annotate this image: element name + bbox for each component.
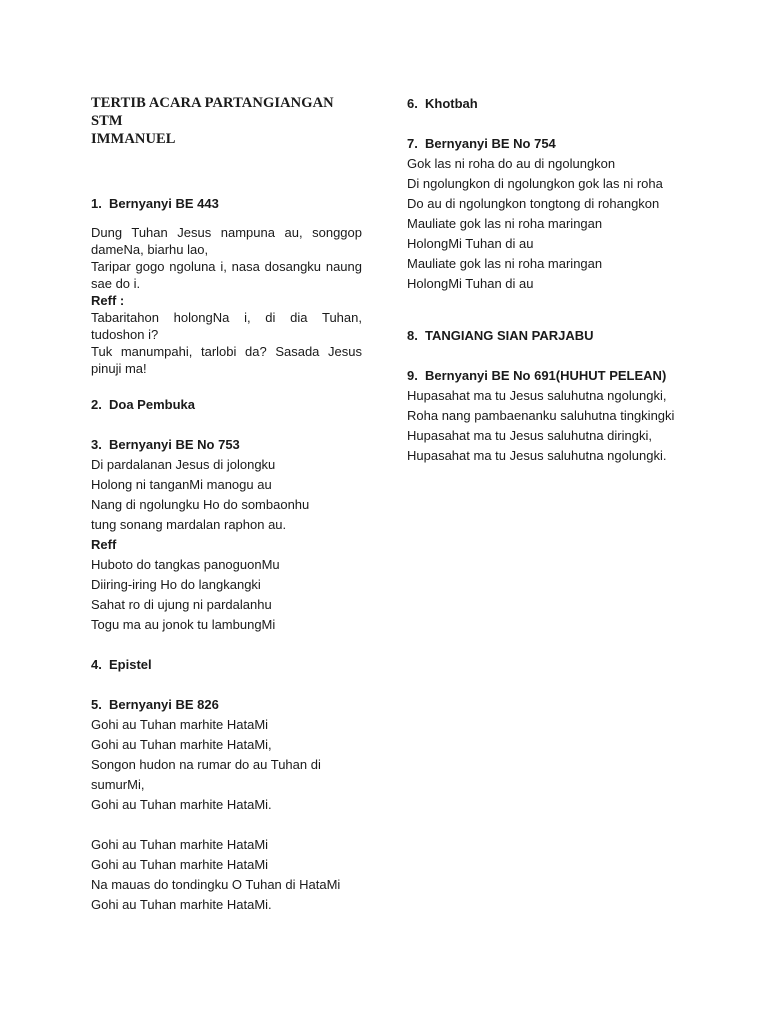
section-heading: 5. Bernyanyi BE 826: [91, 697, 219, 712]
section-3: [91, 435, 362, 635]
lyric-line: Gohi au Tuhan marhite HataMi: [91, 717, 269, 732]
lyric-line: Huboto do tangkas panoguonMu: [91, 557, 280, 572]
lyric-line: Di ngolungkon di ngolungkon gok las ni roha: [407, 176, 663, 191]
lyric-line: Hupasahat ma tu Jesus saluhutna diringki,: [407, 428, 652, 443]
lyric-line: sumurMi,: [91, 777, 145, 792]
section-4: [91, 655, 362, 675]
section-8: [407, 326, 707, 346]
section-heading: 1. Bernyanyi BE 443: [91, 196, 219, 211]
lyric-line: Gohi au Tuhan marhite HataMi: [91, 837, 269, 852]
lyric-line: Roha nang pambaenanku saluhutna tingkingki: [407, 408, 675, 423]
lyric-line: Na mauas do tondingku O Tuhan di HataMi: [91, 877, 341, 892]
section-7: [407, 134, 707, 294]
lyric-line: Songon hudon na rumar do au Tuhan di: [91, 757, 321, 772]
section-heading: 7. Bernyanyi BE No 754: [407, 136, 556, 151]
lyric-line: Nang di ngolungku Ho do sombaonhu: [91, 497, 310, 512]
lyric-line: Gohi au Tuhan marhite HataMi: [91, 857, 269, 872]
lyric-line: Mauliate gok las ni roha maringan: [407, 216, 603, 231]
reff-label: Reff :: [91, 293, 125, 308]
lyric-line: Gohi au Tuhan marhite HataMi.: [91, 897, 272, 912]
verse-paragraph: Tabaritahon holongNa i, di dia Tuhan, tudoshon i?: [91, 310, 362, 342]
lyric-line: tung sonang mardalan raphon au.: [91, 517, 287, 532]
lyric-line: Hupasahat ma tu Jesus saluhutna ngolungki.: [407, 448, 667, 463]
lyric-line: HolongMi Tuhan di au: [407, 236, 534, 251]
title-line-1: TERTIB ACARA PARTANGIANGAN STM: [91, 95, 334, 129]
reff-label: Reff: [91, 537, 117, 552]
document-title: [91, 94, 362, 148]
section-9: [407, 366, 707, 466]
lyric-line: Diiring-iring Ho do langkangki: [91, 577, 261, 592]
title-line-2: IMMANUEL: [91, 131, 176, 147]
section-heading: 4. Epistel: [91, 657, 152, 672]
lyric-line: Gok las ni roha do au di ngolungkon: [407, 156, 616, 171]
verse-paragraph: Tuk manumpahi, tarlobi da? Sasada Jesus pinuji ma!: [91, 344, 362, 376]
verse-paragraph: Taripar gogo ngoluna i, nasa dosangku naung sae do i.: [91, 259, 362, 291]
section-6: [407, 94, 707, 114]
lyric-line: HolongMi Tuhan di au: [407, 276, 534, 291]
section-5: [91, 695, 362, 915]
lyric-line: Gohi au Tuhan marhite HataMi.: [91, 797, 272, 812]
section-2: [91, 395, 362, 415]
verse-paragraph: Dung Tuhan Jesus nampuna au, songgop dameNa, biarhu lao,: [91, 225, 362, 257]
lyric-line: Do au di ngolungkon tongtong di rohangkon: [407, 196, 660, 211]
lyric-line: Hupasahat ma tu Jesus saluhutna ngolungki,: [407, 388, 667, 403]
lyric-line: Di pardalanan Jesus di jolongku: [91, 457, 276, 472]
left-column: [91, 94, 362, 915]
lyric-line: Holong ni tanganMi manogu au: [91, 477, 272, 492]
section-heading: 8. TANGIANG SIAN PARJABU: [407, 328, 594, 343]
lyric-line: Sahat ro di ujung ni pardalanhu: [91, 597, 272, 612]
lyric-line: Togu ma au jonok tu lambungMi: [91, 617, 276, 632]
section-heading: 3. Bernyanyi BE No 753: [91, 437, 240, 452]
section-heading: 2. Doa Pembuka: [91, 397, 195, 412]
section-heading: 6. Khotbah: [407, 96, 478, 111]
lyric-line: Gohi au Tuhan marhite HataMi,: [91, 737, 272, 752]
lyric-line: Mauliate gok las ni roha maringan: [407, 256, 603, 271]
right-column: [407, 94, 707, 466]
section-heading: 9. Bernyanyi BE No 691(HUHUT PELEAN): [407, 368, 667, 383]
section-1: [91, 194, 362, 377]
